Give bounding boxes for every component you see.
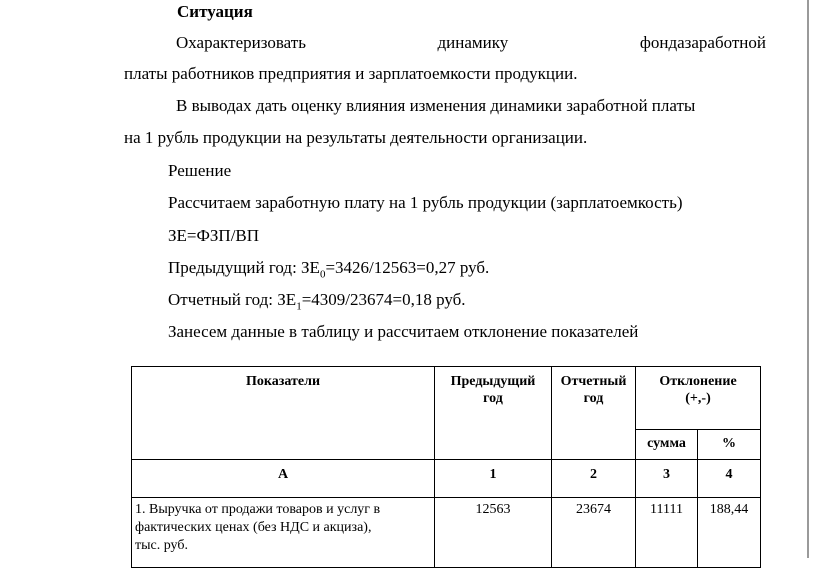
situation-line-4: на 1 рубль продукции на результаты деятельности организации.: [124, 128, 588, 147]
table-header-row: [132, 367, 761, 430]
situation-line-2: платы работников предприятия и зарплатоемкости продукции.: [124, 64, 578, 83]
situation-word-2: динамику: [437, 33, 509, 52]
index-cell: 4: [698, 460, 761, 498]
prev-year-label: Предыдущий год: ЗЕ: [168, 258, 320, 277]
solution-heading: Решение: [168, 161, 232, 180]
header-deviation: [636, 367, 761, 430]
row-indicator-l1: 1. Выручка от продажи товаров и услуг в: [135, 502, 381, 517]
index-cell: 1: [435, 460, 552, 498]
situation-line-1: [176, 33, 766, 53]
table-intro: Занесем данные в таблицу и рассчитаем отклонение показателей: [168, 322, 639, 341]
row-curr-value: 23674: [552, 498, 636, 568]
row-prev-value: 12563: [435, 498, 552, 568]
header-sum: сумма: [636, 430, 698, 460]
row-indicator-l3: тыс. руб.: [135, 538, 188, 553]
curr-year-subscript: 1: [296, 300, 302, 313]
table-row: [132, 498, 761, 568]
header-indicators: Показатели: [132, 367, 435, 460]
indicators-table: [131, 366, 761, 568]
header-percent: %: [698, 430, 761, 460]
header-deviation-l1: Отклонение: [659, 374, 737, 389]
curr-year-calc: [168, 290, 466, 316]
prev-year-subscript: 0: [319, 268, 326, 281]
prev-year-calc: [168, 258, 489, 284]
index-cell: А: [132, 460, 435, 498]
situation-heading: Ситуация: [177, 2, 253, 21]
header-curr-year-l1: Отчетный: [560, 374, 627, 389]
index-cell: 2: [552, 460, 636, 498]
curr-year-label: Отчетный год: ЗЕ: [168, 290, 297, 309]
curr-year-value: =4309/23674=0,18 руб.: [301, 290, 466, 309]
row-sum-value: 11111: [636, 498, 698, 568]
header-deviation-l2: (+,-): [685, 391, 711, 406]
situation-word-3: фондазаработной: [639, 33, 766, 52]
index-cell: 3: [636, 460, 698, 498]
table-index-row: [132, 460, 761, 498]
solution-line-1: Рассчитаем заработную плату на 1 рубль продукции (зарплатоемкость): [168, 193, 683, 212]
row-percent-value: 188,44: [698, 498, 761, 568]
header-curr-year-l2: год: [583, 391, 604, 406]
formula: ЗЕ=ФЗП/ВП: [168, 226, 260, 245]
row-indicator-l2: фактических ценах (без НДС и акциза),: [135, 520, 372, 535]
header-prev-year-l2: год: [483, 391, 503, 406]
row-indicator: [132, 498, 435, 568]
header-prev-year-l1: Предыдущий: [450, 374, 536, 389]
prev-year-value: =3426/12563=0,27 руб.: [325, 258, 490, 277]
situation-line-3: В выводах дать оценку влияния изменения динамики заработной платы: [176, 96, 696, 115]
page-edge: [807, 0, 809, 558]
situation-word-1: Охарактеризовать: [176, 33, 306, 52]
header-prev-year: [435, 367, 552, 460]
header-curr-year: [552, 367, 636, 460]
